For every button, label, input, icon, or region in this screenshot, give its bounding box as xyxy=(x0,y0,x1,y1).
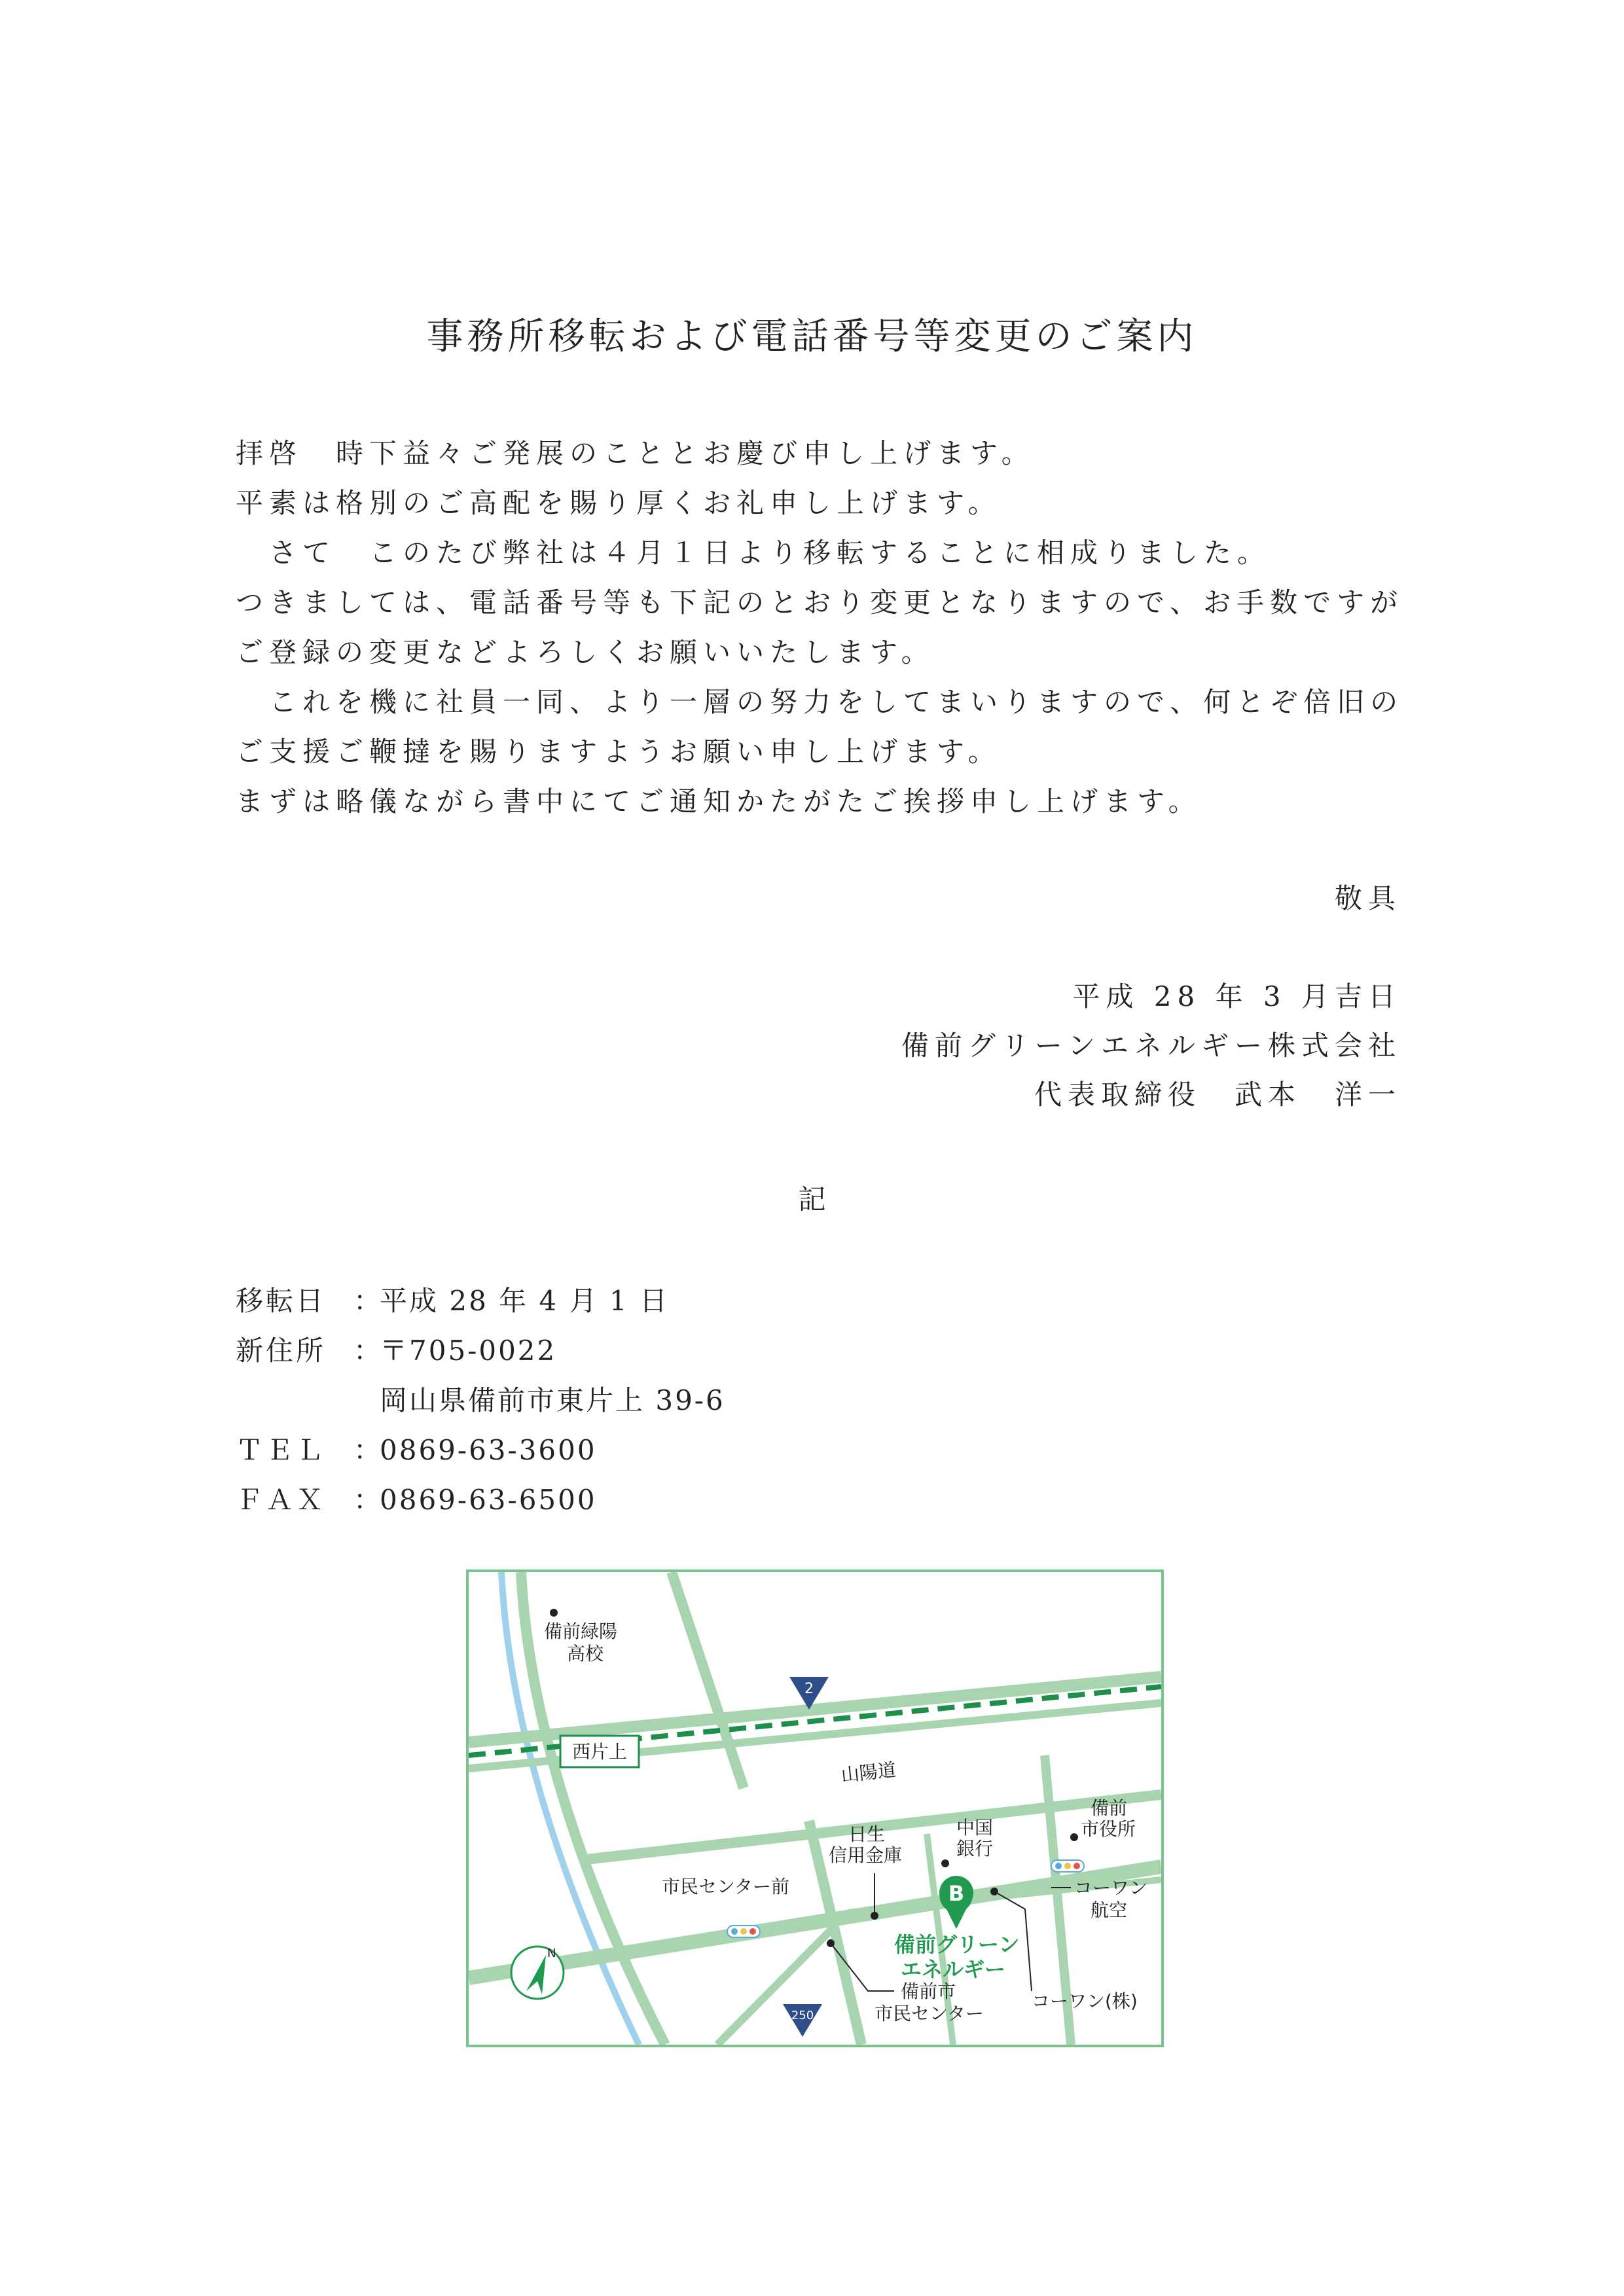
detail-value: 平成 28 年 4 月 1 日 xyxy=(380,1285,669,1317)
school-label: 備前緑陽高校 xyxy=(544,1621,618,1664)
detail-label: ＴＥＬ xyxy=(236,1434,327,1466)
map-svg xyxy=(469,1572,1161,2045)
letter-body xyxy=(236,429,1404,827)
ki-heading: 記 xyxy=(798,1183,826,1215)
company-map-label: 備前グリーンエネルギー xyxy=(894,1932,1020,1982)
date: 平成 28 年 3 月吉日 xyxy=(1072,980,1401,1013)
fax-row xyxy=(236,1475,725,1525)
address-row xyxy=(236,1326,725,1376)
station-box xyxy=(560,1736,639,1767)
route-2-label: 2 xyxy=(804,1681,814,1697)
body-line: ご支援ご鞭撻を賜りますようお願い申し上げます。 xyxy=(236,736,1001,768)
address-row-2 xyxy=(236,1376,725,1426)
marker-letter: B xyxy=(948,1881,965,1906)
detail-value: 0869-63-3600 xyxy=(380,1434,597,1466)
move-date-row xyxy=(236,1276,725,1326)
civic-center-label: 備前市市民センター xyxy=(875,1981,984,2024)
sanyodo-label: 山陽道 xyxy=(840,1759,897,1786)
page-title: 事務所移転および電話番号等変更のご案内 xyxy=(426,315,1198,358)
civic-center-front-label: 市民センター前 xyxy=(662,1876,789,1897)
traffic-light-left xyxy=(727,1926,760,1937)
detail-label: 新住所 xyxy=(236,1335,327,1367)
detail-colon: ： xyxy=(353,1434,384,1466)
station-label: 西片上 xyxy=(571,1741,628,1763)
closing: 敬具 xyxy=(1334,882,1401,914)
body-line: ご登録の変更などよろしくお願いいたします。 xyxy=(236,636,935,668)
city-office-label: 備前市役所 xyxy=(1081,1797,1136,1840)
tel-row xyxy=(236,1426,725,1475)
city-office-dot xyxy=(1070,1833,1078,1841)
detail-label: 移転日 xyxy=(236,1285,327,1317)
compass-north: N xyxy=(547,1946,556,1960)
body-line: これを機に社員一同、より一層の努力をしてまいりますので、何とぞ倍旧の xyxy=(236,686,1404,718)
school-dot xyxy=(550,1609,558,1617)
detail-colon: ： xyxy=(353,1285,384,1317)
body-line: まずは略儀ながら書中にてご通知かたがたご挨拶申し上げます。 xyxy=(236,785,1202,817)
company-name: 備前グリーンエネルギー株式会社 xyxy=(901,1030,1401,1062)
kowan-co-label: コーワン(株) xyxy=(1032,1990,1138,2012)
body-line: 拝啓 時下益々ご発展のこととお慶び申し上げます。 xyxy=(236,437,1035,469)
detail-value: 岡山県備前市東片上 39-6 xyxy=(380,1384,725,1416)
chugoku-bank-label: 中国銀行 xyxy=(956,1817,994,1859)
hinase-bank-label: 日生信用金庫 xyxy=(829,1823,903,1866)
detail-colon: ： xyxy=(353,1335,384,1367)
access-map xyxy=(466,1570,1164,2047)
detail-value: 〒705-0022 xyxy=(380,1335,557,1367)
location-pin-icon xyxy=(939,1876,973,1929)
details-list xyxy=(236,1276,725,1525)
body-line: さて このたび弊社は４月１日より移転することに相成りました。 xyxy=(236,537,1271,569)
route-250-label: 250 xyxy=(791,2009,814,2022)
detail-colon: ： xyxy=(353,1484,384,1516)
traffic-light-right xyxy=(1051,1860,1084,1872)
kowan-air-label: コーワン航空 xyxy=(1074,1877,1148,1921)
route-250-sign xyxy=(783,2004,822,2037)
detail-value: 0869-63-6500 xyxy=(380,1484,597,1516)
representative: 代表取締役 武本 洋一 xyxy=(1034,1079,1401,1111)
detail-label: ＦＡＸ xyxy=(236,1484,327,1516)
body-line: 平素は格別のご高配を賜り厚くお礼申し上げます。 xyxy=(236,487,1001,519)
compass-icon xyxy=(511,1946,564,1999)
body-line: つきましては、電話番号等も下記のとおり変更となりますので、お手数ですが xyxy=(236,586,1404,619)
